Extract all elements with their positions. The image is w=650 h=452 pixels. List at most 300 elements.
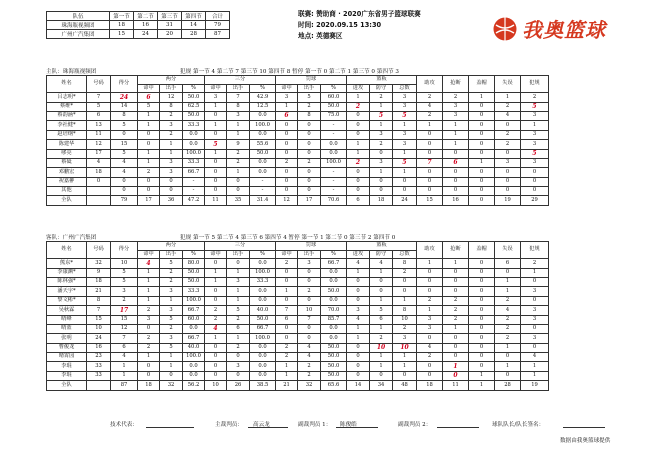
stat-cell: 60.0: [321, 93, 347, 102]
stat-cell: 8: [298, 111, 321, 120]
stat-cell: 0: [298, 324, 321, 333]
stat-cell: 0: [347, 296, 370, 305]
stat-cell: -: [250, 177, 276, 186]
stat-cell: 2: [138, 343, 160, 352]
stat-cell: 33.3: [250, 277, 276, 286]
stat-cell: 0: [205, 177, 227, 186]
stat-cell: 6: [347, 196, 370, 205]
stat-cell: 3: [393, 102, 417, 111]
data-source: 数据由我奥篮球提供: [560, 438, 611, 444]
header-assists: 助攻: [417, 242, 443, 259]
stat-cell: 5: [111, 268, 138, 277]
player-name: 其他: [47, 187, 87, 196]
header-two-point: 两分: [138, 76, 205, 85]
stat-cell: 0: [469, 334, 495, 343]
stat-cell: 35: [227, 196, 250, 205]
stat-cell: 1: [495, 277, 521, 286]
stat-cell: 5: [87, 102, 111, 111]
stat-cell: 1: [276, 371, 298, 380]
player-name: 李琨: [47, 362, 87, 371]
stat-cell: 32: [298, 381, 321, 390]
player-name: 晴霄园: [47, 353, 87, 362]
stat-cell: -: [321, 121, 347, 130]
stat-cell: 2: [495, 334, 521, 343]
header-points: 得分: [111, 242, 138, 259]
stat-cell: 2: [111, 296, 138, 305]
header-turnovers: 失误: [495, 76, 521, 93]
header-made: 命中: [138, 84, 160, 93]
stat-cell: 0: [276, 187, 298, 196]
header-att: 出手: [298, 84, 321, 93]
stat-cell: 6: [495, 259, 521, 268]
stat-cell: 0: [227, 187, 250, 196]
stat-cell: 1: [205, 149, 227, 158]
stat-cell: 0: [417, 334, 443, 343]
stat-cell: 1: [138, 353, 160, 362]
stat-cell: 0: [205, 259, 227, 268]
chief-referee-name: 高云龙: [253, 422, 270, 428]
stat-cell: 6: [370, 315, 393, 324]
stat-cell: 1: [205, 268, 227, 277]
stat-cell: 2: [160, 130, 183, 139]
header-reb-off: 进攻: [347, 84, 370, 93]
stat-cell: 1: [138, 158, 160, 167]
stat-cell: 66.7: [183, 306, 205, 315]
stat-cell: 2: [205, 315, 227, 324]
match-event: 联赛: 赞助商 · 2020广东省男子篮球联赛: [298, 10, 421, 18]
stat-cell: 11: [87, 130, 111, 139]
stat-cell: 24: [87, 334, 111, 343]
stat-cell: 0: [469, 259, 495, 268]
stat-cell: 1: [443, 130, 469, 139]
stat-cell: 2: [417, 93, 443, 102]
home-team-label: 主队：珠海瓶视频团: [46, 69, 97, 75]
stat-cell: 2: [393, 324, 417, 333]
stat-cell: 0.0: [250, 296, 276, 305]
stat-cell: 0: [87, 177, 111, 186]
stat-cell: 2: [347, 102, 370, 111]
stat-cell: 0: [521, 168, 549, 177]
stat-cell: 1: [111, 371, 138, 380]
stat-cell: 0: [469, 121, 495, 130]
stat-cell: 80.0: [183, 259, 205, 268]
stat-cell: 3: [298, 259, 321, 268]
stat-cell: 3: [347, 306, 370, 315]
stat-cell: 0: [417, 149, 443, 158]
stat-cell: 0: [276, 334, 298, 343]
stat-cell: 5: [298, 93, 321, 102]
stat-cell: 0: [347, 187, 370, 196]
stat-cell: 0: [521, 343, 549, 352]
stat-cell: 4: [205, 324, 227, 333]
stat-cell: 2: [160, 277, 183, 286]
away-stats-table: [46, 241, 549, 391]
header-rebounds: 篮板: [347, 76, 417, 85]
stat-cell: 5: [521, 102, 549, 111]
stat-cell: 2: [370, 140, 393, 149]
stat-cell: 2: [347, 158, 370, 167]
stat-cell: 1: [417, 259, 443, 268]
stat-cell: 36: [160, 196, 183, 205]
stat-cell: 0: [347, 362, 370, 371]
stat-cell: 0: [469, 149, 495, 158]
stat-cell: 0: [443, 177, 469, 186]
player-row: [47, 268, 549, 277]
header-att: 出手: [160, 84, 183, 93]
stat-cell: 0: [443, 168, 469, 177]
stat-cell: 0: [393, 287, 417, 296]
stat-cell: 2: [298, 287, 321, 296]
stat-cell: 5: [138, 102, 160, 111]
summary-cell: 79: [206, 21, 230, 30]
player-name: 吴秋霖: [47, 306, 87, 315]
stat-cell: 24: [111, 93, 138, 102]
stat-cell: 3: [521, 334, 549, 343]
stat-cell: 1: [205, 121, 227, 130]
stat-cell: 2: [227, 315, 250, 324]
player-name: 熊东*: [47, 259, 87, 268]
column-group-header-row: [47, 76, 549, 85]
stat-cell: 0: [417, 287, 443, 296]
stat-cell: 32: [160, 381, 183, 390]
stat-cell: 2: [138, 334, 160, 343]
stat-cell: 1: [393, 121, 417, 130]
stat-cell: 5: [160, 343, 183, 352]
stat-cell: 1: [138, 268, 160, 277]
stat-cell: 4: [521, 353, 549, 362]
stat-cell: 0: [205, 111, 227, 120]
stat-cell: 85.7: [321, 315, 347, 324]
stat-cell: 3: [393, 130, 417, 139]
stat-cell: 0: [443, 287, 469, 296]
stat-cell: 0: [160, 177, 183, 186]
player-name: 赵培纲*: [47, 130, 87, 139]
header-pct: %: [183, 84, 205, 93]
stat-cell: 1: [521, 121, 549, 130]
stat-cell: 0: [205, 187, 227, 196]
stat-cell: 19: [521, 381, 549, 390]
stat-cell: 0: [417, 177, 443, 186]
header-three-point: 三分: [205, 242, 276, 251]
logo: [492, 14, 606, 43]
stat-cell: 6: [443, 158, 469, 167]
stat-cell: 0: [298, 130, 321, 139]
stat-cell: 1: [276, 362, 298, 371]
stat-cell: 0.0: [321, 149, 347, 158]
stat-cell: 1: [227, 121, 250, 130]
stat-cell: 0.0: [250, 130, 276, 139]
header-fouls: 犯规: [521, 76, 549, 93]
stat-cell: 0: [138, 187, 160, 196]
stat-cell: 0: [298, 277, 321, 286]
stat-cell: 3: [160, 168, 183, 177]
stat-cell: 3: [393, 334, 417, 343]
stat-cell: 0: [417, 140, 443, 149]
stat-cell: 1: [138, 149, 160, 158]
stat-cell: 0: [417, 371, 443, 380]
stat-cell: 100.0: [183, 149, 205, 158]
stat-cell: 8: [393, 306, 417, 315]
stat-cell: 50.0: [321, 287, 347, 296]
stat-cell: 0: [205, 287, 227, 296]
summary-cell: 24: [134, 30, 158, 39]
stat-cell: 17: [87, 149, 111, 158]
stat-cell: 0: [443, 149, 469, 158]
stat-cell: 1: [469, 381, 495, 390]
header-att: 出手: [227, 84, 250, 93]
stat-cell: 0: [276, 140, 298, 149]
stat-cell: 2: [160, 111, 183, 120]
stat-cell: 2: [227, 149, 250, 158]
stat-cell: 1: [443, 324, 469, 333]
stat-cell: 0: [347, 287, 370, 296]
stat-cell: 1: [227, 168, 250, 177]
stat-cell: 0: [469, 177, 495, 186]
stat-cell: 2: [393, 268, 417, 277]
stat-cell: 8: [393, 259, 417, 268]
stat-cell: 2: [417, 353, 443, 362]
header-assists: 助攻: [417, 76, 443, 93]
stat-cell: 15: [417, 196, 443, 205]
player-row: [47, 93, 549, 102]
stat-cell: 8: [87, 296, 111, 305]
stat-cell: 6: [227, 324, 250, 333]
stat-cell: 0: [521, 177, 549, 186]
stat-cell: 0.0: [250, 168, 276, 177]
player-name: 黎文彬*: [47, 296, 87, 305]
stat-cell: 24: [393, 196, 417, 205]
stat-cell: 0: [443, 334, 469, 343]
column-group-header-row: [47, 242, 549, 251]
stat-cell: 1: [521, 371, 549, 380]
stat-cell: 17: [298, 196, 321, 205]
stat-cell: 5: [393, 158, 417, 167]
stat-cell: 1: [393, 353, 417, 362]
stat-cell: 21: [276, 381, 298, 390]
player-row: [47, 111, 549, 120]
summary-cell: 16: [134, 21, 158, 30]
stat-cell: 33.3: [183, 287, 205, 296]
stat-cell: 0: [205, 353, 227, 362]
header-att: 出手: [160, 250, 183, 259]
stat-cell: 3: [521, 111, 549, 120]
stat-cell: 0: [469, 187, 495, 196]
stat-cell: 0: [370, 277, 393, 286]
stat-cell: 7: [276, 306, 298, 315]
stat-cell: 1: [370, 268, 393, 277]
player-row: [47, 168, 549, 177]
stat-cell: -: [321, 168, 347, 177]
umpire2-label: 副裁判员 2：: [398, 422, 432, 428]
stat-cell: 3: [521, 140, 549, 149]
stat-cell: 1: [521, 362, 549, 371]
stat-cell: 6: [276, 111, 298, 120]
player-row: [47, 158, 549, 167]
stat-cell: 0: [393, 371, 417, 380]
stat-cell: 2: [417, 111, 443, 120]
stat-cell: 0.0: [183, 130, 205, 139]
stat-cell: 3: [521, 287, 549, 296]
stat-cell: 5: [393, 111, 417, 120]
stat-cell: 1: [469, 371, 495, 380]
stat-cell: 10: [298, 306, 321, 315]
stat-cell: 0.0: [321, 277, 347, 286]
stat-cell: 1: [370, 362, 393, 371]
stat-cell: 9: [227, 140, 250, 149]
header-two-point: 两分: [138, 242, 205, 251]
stat-cell: 5: [205, 140, 227, 149]
stat-cell: 0: [276, 277, 298, 286]
stat-cell: 2: [443, 315, 469, 324]
stat-cell: 0.0: [250, 287, 276, 296]
stat-cell: 3: [276, 93, 298, 102]
summary-cell: 31: [158, 21, 182, 30]
stat-cell: 12: [111, 324, 138, 333]
stat-cell: 50.0: [321, 102, 347, 111]
stat-cell: 0: [521, 187, 549, 196]
stat-cell: 15: [111, 140, 138, 149]
stat-cell: -: [250, 187, 276, 196]
stat-cell: -: [321, 177, 347, 186]
stat-cell: 0: [298, 187, 321, 196]
stat-cell: 3: [160, 158, 183, 167]
stat-cell: 0.0: [183, 362, 205, 371]
stat-cell: 50.0: [183, 93, 205, 102]
summary-header-cell: 队伍: [47, 12, 110, 21]
stat-cell: 0.0: [250, 362, 276, 371]
stat-cell: 66.7: [183, 334, 205, 343]
stat-cell: 2: [276, 259, 298, 268]
stat-cell: 0.0: [321, 334, 347, 343]
match-info: [298, 9, 421, 42]
player-name: 潘天宇*: [47, 287, 87, 296]
stat-cell: 50.0: [321, 343, 347, 352]
stat-cell: 7: [111, 334, 138, 343]
stat-cell: 6: [87, 111, 111, 120]
stat-cell: 1: [443, 140, 469, 149]
stat-cell: 2: [495, 296, 521, 305]
stat-cell: 2: [298, 158, 321, 167]
stat-cell: 33: [87, 371, 111, 380]
stat-cell: 16: [443, 196, 469, 205]
summary-cell: 20: [158, 30, 182, 39]
stat-cell: 0.0: [321, 268, 347, 277]
stat-cell: 1: [227, 296, 250, 305]
stat-cell: 10: [393, 343, 417, 352]
player-name: 蔡维*: [47, 102, 87, 111]
stat-cell: 40.0: [250, 306, 276, 315]
umpire1-label: 副裁判员 1：: [298, 422, 332, 428]
player-row: [47, 277, 549, 286]
stat-cell: 1: [227, 287, 250, 296]
stat-cell: 0: [495, 268, 521, 277]
stat-cell: 3: [160, 287, 183, 296]
stat-cell: 0: [347, 121, 370, 130]
stat-cell: 5: [370, 306, 393, 315]
player-row: [47, 296, 549, 305]
stat-cell: 19: [495, 196, 521, 205]
stat-cell: 1: [138, 111, 160, 120]
stat-cell: 5: [111, 121, 138, 130]
stat-cell: 7: [87, 306, 111, 315]
away-team-label: 客队：广州广汽集团: [46, 235, 97, 241]
stat-cell: 0: [370, 177, 393, 186]
stat-cell: 0: [160, 187, 183, 196]
stat-cell: 2: [138, 168, 160, 177]
stat-cell: 23: [87, 353, 111, 362]
stat-cell: 2: [495, 102, 521, 111]
stat-cell: 1: [370, 324, 393, 333]
summary-header-cell: 第三节: [158, 12, 182, 21]
stat-cell: 1: [276, 102, 298, 111]
stat-cell: 0: [469, 277, 495, 286]
header-reb-def: 防守: [370, 84, 393, 93]
header-reb-off: 进攻: [347, 250, 370, 259]
match-venue: 地点: 英德赛区: [298, 32, 343, 40]
stat-cell: 0.0: [183, 324, 205, 333]
stat-cell: 3: [370, 130, 393, 139]
player-row: [47, 306, 549, 315]
summary-cell: 15: [110, 30, 134, 39]
stat-cell: 100.0: [250, 268, 276, 277]
stat-cell: 0.0: [250, 158, 276, 167]
player-row: [47, 334, 549, 343]
header-rebounds: 篮板: [347, 242, 417, 251]
stat-cell: 0: [417, 168, 443, 177]
stat-cell: 12: [276, 196, 298, 205]
stat-cell: 3: [205, 93, 227, 102]
stat-cell: 1: [495, 287, 521, 296]
stat-cell: 3: [521, 306, 549, 315]
stat-cell: 0: [495, 187, 521, 196]
stat-cell: 0: [469, 111, 495, 120]
stat-cell: 1: [521, 268, 549, 277]
stat-cell: 2: [138, 306, 160, 315]
stat-cell: 4: [495, 306, 521, 315]
stat-cell: 0: [370, 187, 393, 196]
stat-cell: 1: [347, 93, 370, 102]
stat-cell: 2: [276, 353, 298, 362]
stat-cell: 0: [227, 177, 250, 186]
stat-cell: 6: [138, 93, 160, 102]
stat-cell: 100.0: [321, 158, 347, 167]
stat-cell: 1: [469, 93, 495, 102]
stat-cell: 3: [138, 315, 160, 324]
stat-cell: 1: [495, 93, 521, 102]
player-name: 祝嘉翀: [47, 177, 87, 186]
header-reb-tot: 总数: [393, 84, 417, 93]
stat-cell: 1: [160, 353, 183, 362]
stat-cell: 1: [205, 277, 227, 286]
stat-cell: 33.3: [183, 158, 205, 167]
stat-cell: 4: [370, 259, 393, 268]
header-name: 姓名: [47, 76, 87, 93]
stat-cell: 32: [87, 259, 111, 268]
stat-cell: 18: [87, 168, 111, 177]
stat-cell: 0: [521, 277, 549, 286]
stat-cell: 100.0: [183, 296, 205, 305]
stat-cell: 1: [138, 277, 160, 286]
stat-cell: 0: [469, 102, 495, 111]
summary-header-cell: 第四节: [182, 12, 206, 21]
player-name: 蔡韵涵*: [47, 111, 87, 120]
stat-cell: 0: [495, 371, 521, 380]
header-number: 号码: [87, 242, 111, 259]
stat-cell: 0: [347, 371, 370, 380]
header-name: 姓名: [47, 242, 87, 259]
player-name: 李社健*: [47, 121, 87, 130]
stat-cell: 50.0: [183, 268, 205, 277]
